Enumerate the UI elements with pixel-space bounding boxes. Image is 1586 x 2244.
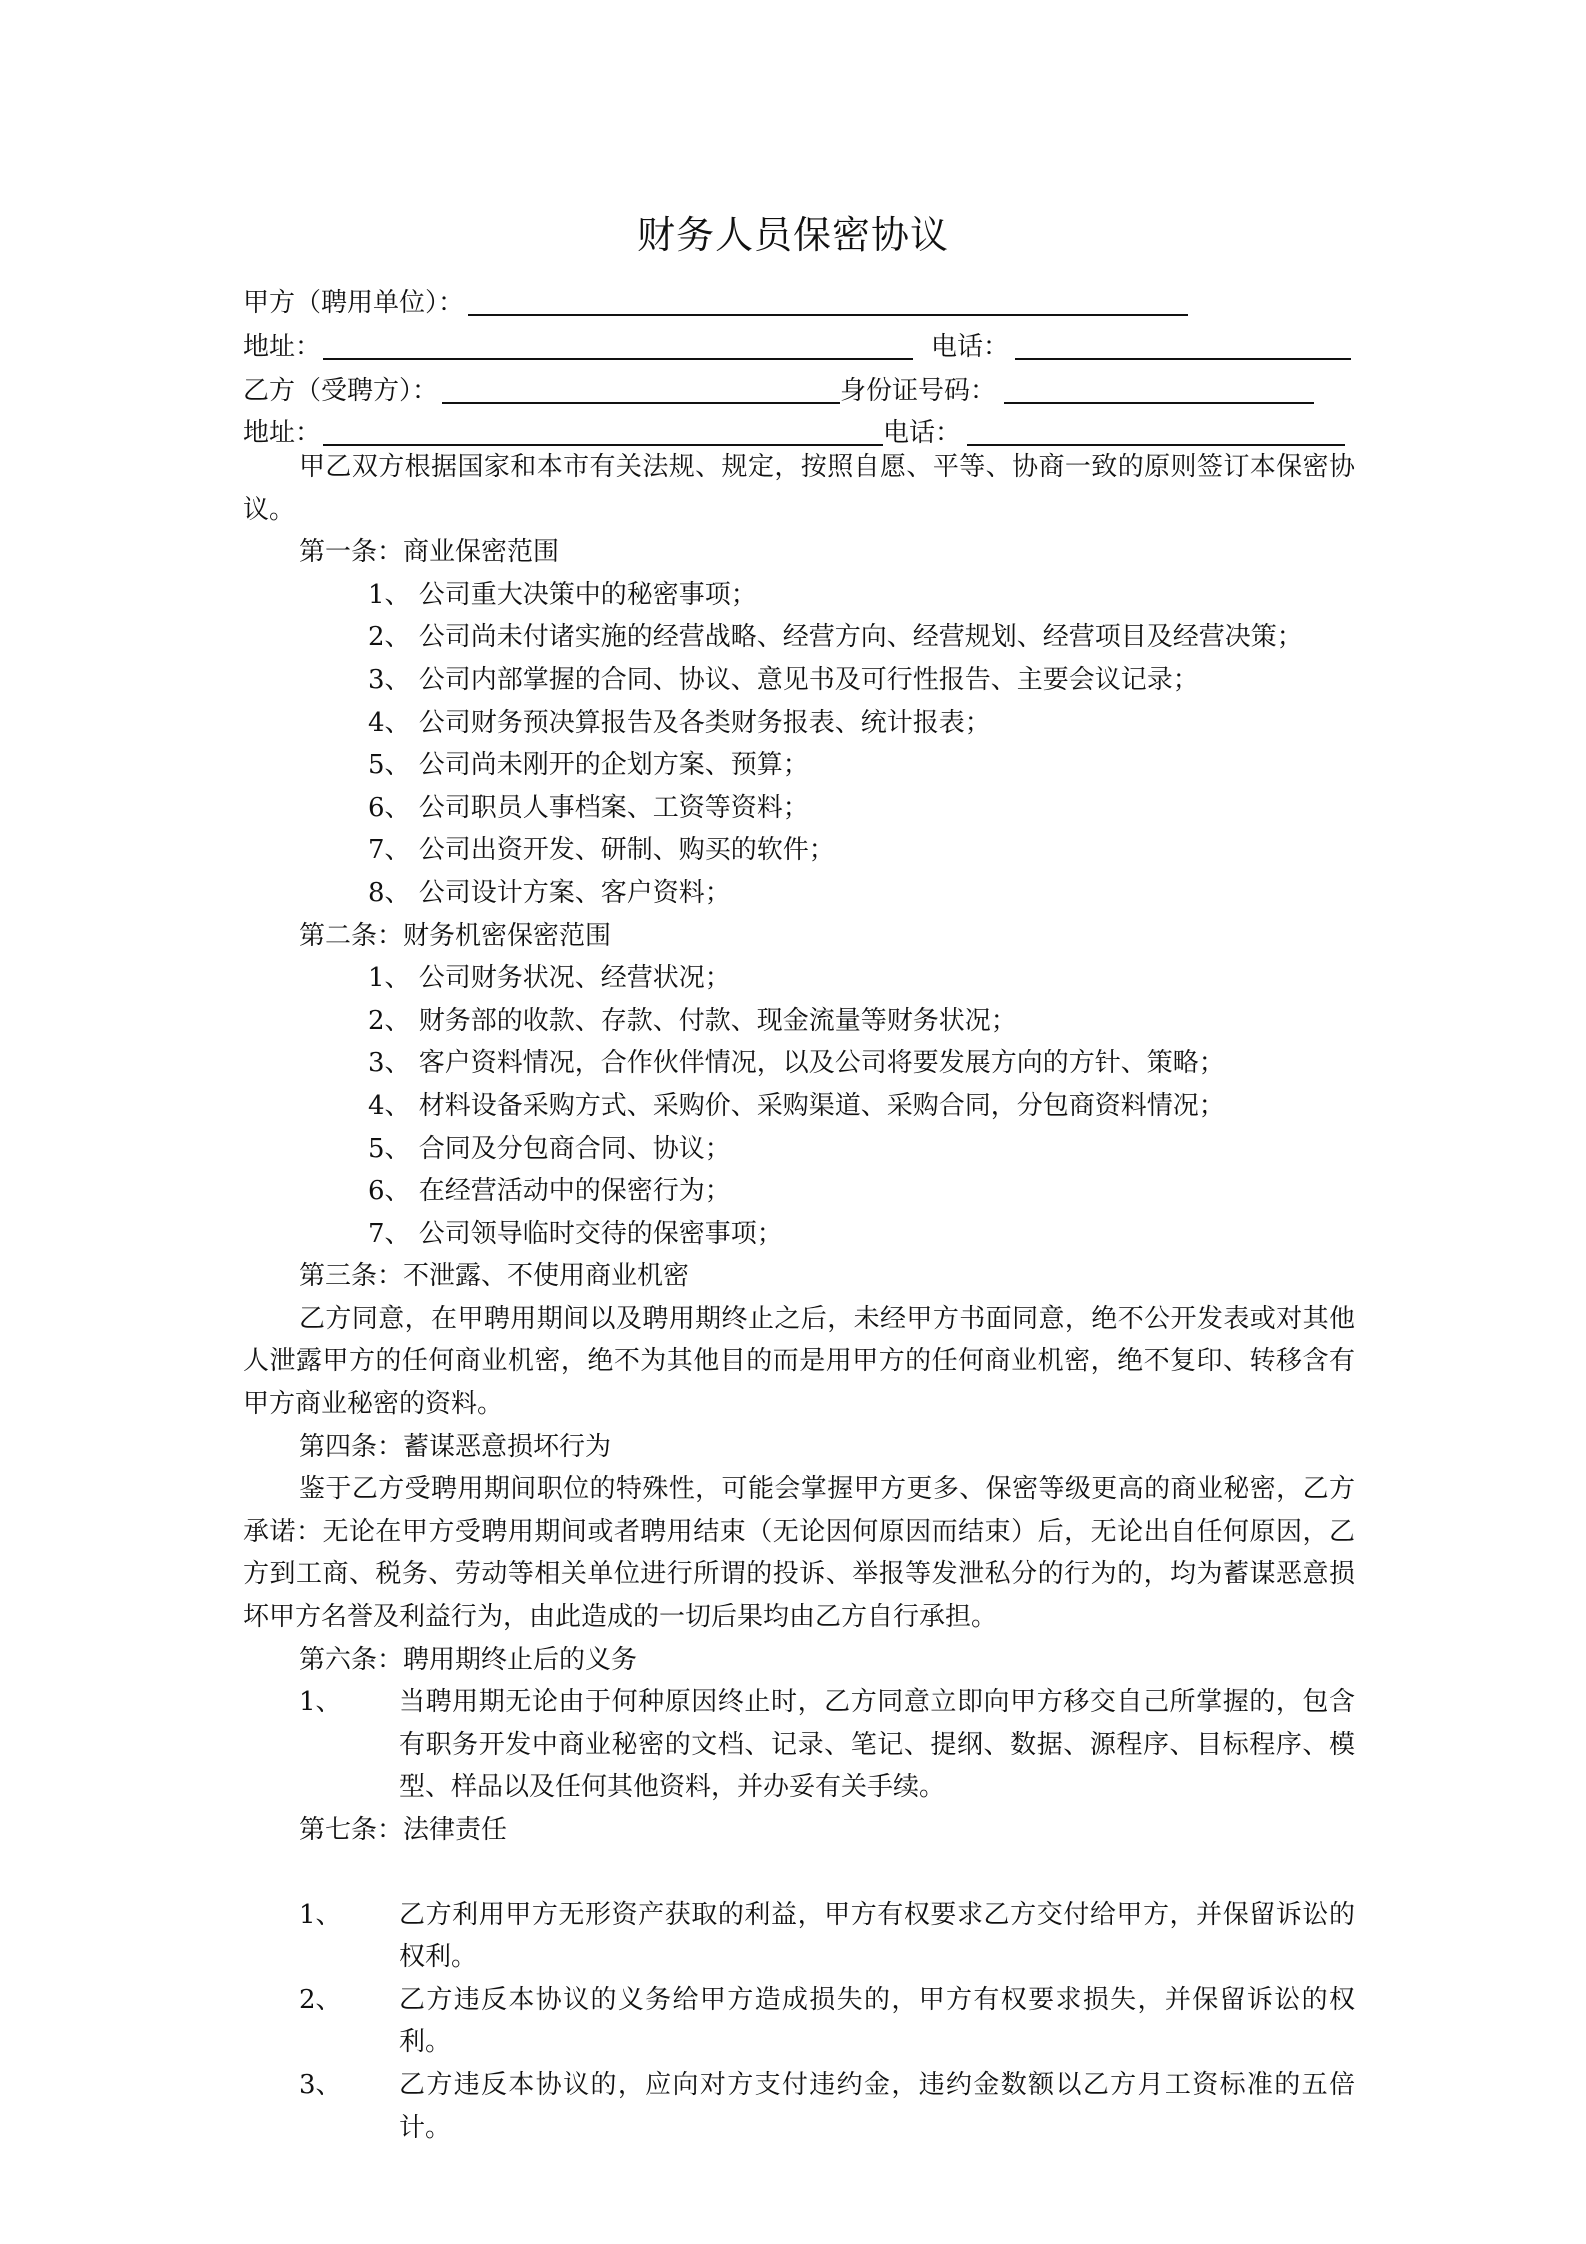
id-number-label: 身份证号码： bbox=[840, 376, 997, 406]
article-6-item bbox=[243, 1681, 1355, 1809]
article-1-heading: 第一条：商业保密范围 bbox=[299, 537, 560, 568]
article-2-item: 4、 材料设备采购方式、采购价、采购渠道、采购合同，分包商资料情况； bbox=[368, 1090, 1225, 1121]
article-2-item: 7、 公司领导临时交待的保密事项； bbox=[368, 1218, 783, 1249]
article-7-item bbox=[243, 2064, 1355, 2149]
address2-label: 地址： bbox=[243, 418, 322, 448]
party-b-label: 乙方（受聘方）： bbox=[243, 376, 439, 406]
article-2-heading: 第二条：财务机密保密范围 bbox=[299, 920, 612, 951]
article-7-item bbox=[243, 1894, 1355, 1979]
spacer bbox=[243, 1852, 1355, 1894]
article-7-item-text: 乙方利用甲方无形资产获取的利益，甲方有权要求乙方交付给甲方，并保留诉讼的权利。 bbox=[399, 1899, 1355, 1973]
article-1-item: 6、 公司职员人事档案、工资等资料； bbox=[368, 792, 809, 823]
article-7-item-text: 乙方违反本协议的，应向对方支付违约金，违约金数额以乙方月工资标准的五倍计。 bbox=[399, 2069, 1355, 2143]
article-2-item: 2、 财务部的收款、存款、付款、现金流量等财务状况； bbox=[368, 1005, 1017, 1036]
article-3-heading: 第三条：不泄露、不使用商业机密 bbox=[299, 1261, 690, 1292]
document-body bbox=[243, 446, 1355, 2149]
phone2-label: 电话： bbox=[883, 418, 962, 448]
article-7-item-number: 1、 bbox=[299, 1899, 342, 1930]
party-a-label: 甲方（聘用单位）： bbox=[243, 288, 465, 318]
address1-blank[interactable] bbox=[323, 328, 913, 360]
article-7-item bbox=[243, 1979, 1355, 2064]
article-2-item: 5、 合同及分包商合同、协议； bbox=[368, 1133, 731, 1164]
phone1-blank[interactable] bbox=[1015, 328, 1351, 360]
article-4-heading: 第四条：蓄谋恶意损坏行为 bbox=[299, 1431, 612, 1462]
article-1-item: 5、 公司尚未刚开的企划方案、预算； bbox=[368, 750, 809, 781]
article-7-heading: 第七条：法律责任 bbox=[299, 1815, 508, 1845]
party-a-row bbox=[243, 276, 1355, 320]
article-6-item-number: 1、 bbox=[299, 1687, 342, 1718]
article-1-item: 1、 公司重大决策中的秘密事项； bbox=[368, 579, 757, 610]
address1-label: 地址： bbox=[243, 332, 322, 362]
article-1-item: 7、 公司出资开发、研制、购买的软件； bbox=[368, 835, 835, 866]
address2-blank[interactable] bbox=[323, 414, 883, 446]
party-b-row bbox=[243, 364, 1355, 408]
article-7-item-number: 3、 bbox=[299, 2069, 342, 2100]
party-b-blank[interactable] bbox=[442, 372, 840, 404]
address1-row bbox=[243, 320, 1355, 364]
article-7-item-text: 乙方违反本协议的义务给甲方造成损失的，甲方有权要求损失，并保留诉讼的权利。 bbox=[399, 1984, 1355, 2058]
id-number-blank[interactable] bbox=[1004, 372, 1314, 404]
document-title: 财务人员保密协议 bbox=[636, 213, 949, 257]
intro-paragraph: 甲乙双方根据国家和本市有关法规、规定，按照自愿、平等、协商一致的原则签订本保密协议。 bbox=[243, 452, 1355, 525]
article-2-item: 3、 客户资料情况，合作伙伴情况，以及公司将要发展方向的方针、策略； bbox=[368, 1048, 1225, 1079]
article-4-text: 鉴于乙方受聘用期间职位的特殊性，可能会掌握甲方更多、保密等级更高的商业秘密，乙方承诺：无论在甲方受聘用期间或者聘用结束（无论因何原因而结束）后，无论出自任何原因，乙方到工商、税务、劳动等相关单位进行所谓的投诉、举报等发泄私分的行为的，均为蓄谋恶意损坏甲方名誉及利益行为，由此造成的一切后果均由乙方自行承担。 bbox=[243, 1474, 1355, 1633]
article-1-item: 8、 公司设计方案、客户资料； bbox=[368, 877, 731, 908]
article-7-item-number: 2、 bbox=[299, 1984, 342, 2015]
address2-row bbox=[243, 406, 1355, 450]
article-1-item: 4、 公司财务预决算报告及各类财务报表、统计报表； bbox=[368, 707, 991, 738]
party-a-blank[interactable] bbox=[468, 284, 1188, 316]
article-3-text: 乙方同意，在甲聘用期间以及聘用期终止之后，未经甲方书面同意，绝不公开发表或对其他人泄露甲方的任何商业机密，绝不为其他目的而是用甲方的任何商业机密，绝不复印、转移含有甲方商业秘密的资料。 bbox=[243, 1303, 1355, 1420]
article-1-item: 2、 公司尚未付诸实施的经营战略、经营方向、经营规划、经营项目及经营决策； bbox=[368, 622, 1303, 653]
article-1-item: 3、 公司内部掌握的合同、协议、意见书及可行性报告、主要会议记录； bbox=[368, 664, 1199, 695]
article-6-heading: 第六条：聘用期终止后的义务 bbox=[299, 1644, 638, 1675]
article-2-item: 6、 在经营活动中的保密行为； bbox=[368, 1176, 731, 1207]
phone2-blank[interactable] bbox=[967, 414, 1345, 446]
article-2-item: 1、 公司财务状况、经营状况； bbox=[368, 963, 731, 994]
article-6-item-text: 当聘用期无论由于何种原因终止时，乙方同意立即向甲方移交自己所掌握的，包含有职务开发中商业秘密的文档、记录、笔记、提纲、数据、源程序、目标程序、模型、样品以及任何其他资料，并办妥有关手续。 bbox=[399, 1687, 1355, 1803]
phone1-label: 电话： bbox=[931, 332, 1010, 362]
